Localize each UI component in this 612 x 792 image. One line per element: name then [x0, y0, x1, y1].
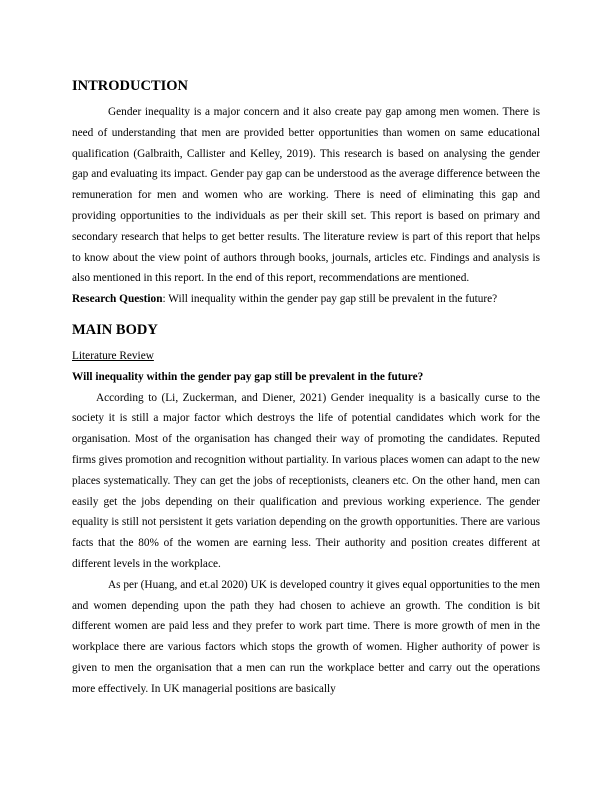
literature-question: Will inequality within the gender pay gap still be prevalent in the future?	[72, 370, 424, 383]
literature-paragraph-1: According to (Li, Zuckerman, and Diener, 2021) Gender inequality is a basically curse to the society it is still a major factor which destroys the life of potential candidates which work for the organisation. Most of the organisation has changed their way of promoting the candidates. Reputed firms gives promotion and recognition without partiality. In various places women can adapt to the new places systematically. They can get the jobs of receptionists, cleaners etc. On the other hand, men can easily get the jobs depending on their qualification and previous working experience. The gender equality is still not persistent it gets variation depending on the growth opportunities. There are various facts that the 80% of the women are earning less. Their authority and position creates different at different levels in the workplace.	[72, 391, 540, 570]
research-question-text: : Will inequality within the gender pay gap still be prevalent in the future?	[162, 293, 498, 306]
literature-review-subheading: Literature Review	[72, 349, 154, 362]
research-question	[72, 289, 540, 310]
introduction-heading: INTRODUCTION	[72, 78, 189, 94]
research-question-label: Research Question	[72, 293, 163, 306]
page-content	[72, 76, 540, 700]
literature-paragraph-2: As per (Huang, and et.al 2020) UK is developed country it gives equal opportunities to the men and women depending upon the path they had chosen to achieve an growth. The condition is bit different women are paid less and they prefer to work part time. There is more growth of men in the workplace there are various factors which stops the growth of women. Higher authority of power is given to men the organisation that a men can run the workplace better and carry out the operations more effectively. In UK managerial positions are basically	[72, 578, 540, 695]
main-body-heading: MAIN BODY	[72, 321, 158, 338]
introduction-paragraph: Gender inequality is a major concern and it also create pay gap among men women. There is need of understanding that men are provided better opportunities than women on same educational qualification (Galbraith, Callister and Kelley, 2019). This research is based on analysing the gender gap and evaluating its impact. Gender pay gap can be understood as the average difference between the remuneration for men and women who are working. There is need of eliminating this gap and providing opportunities to the individuals as per their skill set. This report is based on primary and secondary research that helps to get better results. The literature review is part of this report that helps to know about the view point of authors through books, journals, articles etc. Findings and analysis is also mentioned in this report. In the end of this report, recommendations are mentioned.	[72, 106, 540, 285]
